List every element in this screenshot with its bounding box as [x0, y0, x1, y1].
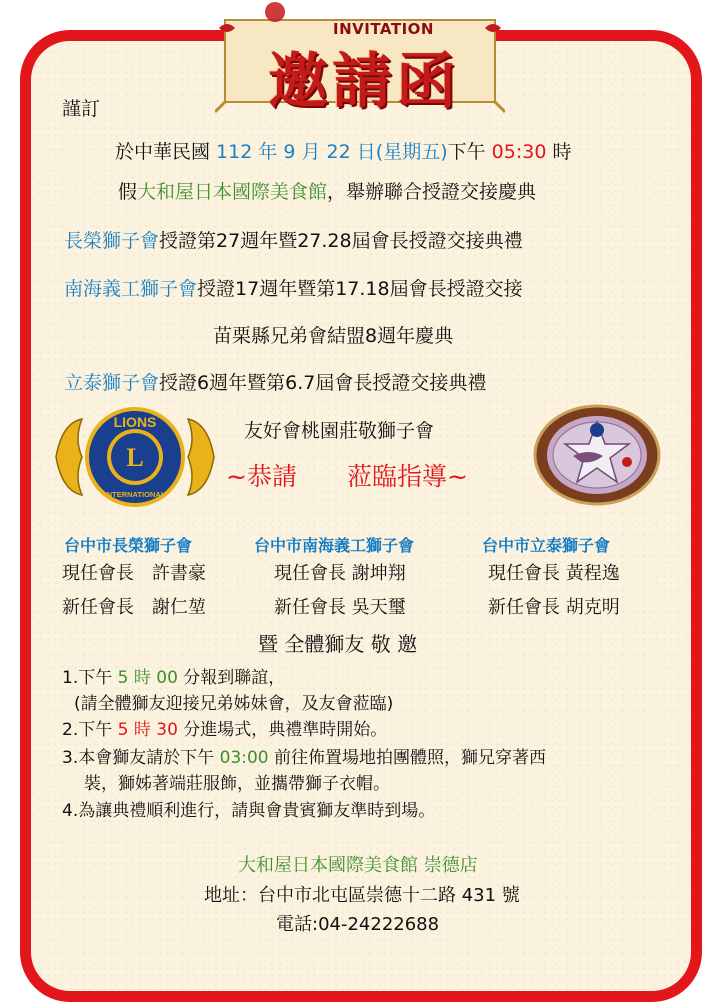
new-label: 新任會長 — [62, 597, 134, 618]
event-time: 05:30 — [491, 141, 547, 163]
new-president: 謝仁堃 — [152, 597, 206, 618]
club3-text: 授證6週年暨第6.7屆會長授證交接典禮 — [159, 372, 487, 394]
club2-name: 南海義工獅子會 — [64, 278, 198, 300]
venue-name: 大和屋日本國際美食館 — [137, 181, 328, 203]
host3-new — [488, 596, 620, 620]
footer-phone: 電話:04-24222688 — [276, 914, 440, 935]
current-president: 黃程逸 — [565, 563, 620, 584]
note-text: 3.本會獅友請於下午 — [62, 748, 220, 768]
venue-prefix: 假 — [118, 181, 138, 203]
title-banner — [215, 0, 505, 115]
friend-club: 友好會桃園莊敬獅子會 — [244, 420, 435, 442]
club3-name: 立泰獅子會 — [64, 372, 160, 394]
lions-letter: L — [126, 443, 144, 472]
new-president: 胡克明 — [565, 597, 620, 618]
note-text: 2.下午 — [62, 720, 118, 740]
note-time: 5 時 30 — [117, 720, 178, 740]
respectful-invitation: ~恭請 蒞臨指導~ — [226, 462, 468, 491]
note-text: 前往佈置場地拍團體照，獅兄穿著西 — [268, 748, 547, 768]
note-text: 1.下午 — [62, 668, 118, 688]
footer-venue: 大和屋日本國際美食館 崇德店 — [238, 855, 478, 876]
note-3 — [62, 746, 546, 770]
footer-address: 地址：台中市北屯區崇德十二路 431 號 — [204, 885, 520, 906]
current-label: 現任會長 — [62, 563, 134, 584]
host-club-1: 台中市長榮獅子會 — [64, 536, 193, 555]
host-club-2: 台中市南海義工獅子會 — [254, 536, 415, 555]
new-president: 吳天璽 — [351, 597, 406, 618]
host1-new — [62, 596, 206, 620]
lions-bottom-text: INTERNATIONAL — [104, 490, 166, 499]
new-label: 新任會長 — [274, 597, 346, 618]
note-time: 5 時 00 — [117, 668, 178, 688]
host2-current — [274, 562, 406, 586]
note-3-sub: 裝，獅姊著端莊服飾，並攜帶獅子衣帽。 — [84, 774, 390, 794]
banner-title: 邀請函 — [268, 47, 460, 117]
note-1-sub: (請全體獅友迎接兄弟姊妹會，及友會蒞臨) — [74, 694, 394, 714]
lions-international-logo — [52, 405, 218, 509]
note-1 — [62, 666, 285, 690]
note-2 — [62, 718, 387, 742]
note-text: 分進場式，典禮準時開始。 — [177, 720, 388, 740]
club3-line — [64, 371, 486, 395]
venue-line — [118, 180, 536, 204]
date-line — [115, 140, 571, 164]
current-label: 現任會長 — [274, 563, 346, 584]
date-mid: 下午 — [447, 141, 492, 163]
club-emblem-logo — [533, 404, 661, 506]
club1-text: 授證第27週年暨27.28屆會長授證交接典禮 — [159, 230, 523, 252]
alliance-line: 苗栗縣兄弟會結盟8週年慶典 — [213, 325, 454, 347]
invite-all: 暨 全體獅友 敬 邀 — [258, 632, 418, 656]
date-suffix: 時 — [546, 141, 572, 163]
greeting: 謹訂 — [62, 98, 101, 120]
host3-current — [488, 562, 620, 586]
club2-text: 授證17週年暨第17.18屆會長授證交接 — [197, 278, 523, 300]
lions-top-text: LIONS — [113, 414, 157, 430]
host2-new — [274, 596, 406, 620]
new-label: 新任會長 — [488, 597, 560, 618]
current-label: 現任會長 — [488, 563, 560, 584]
banner-subtitle: INVITATION — [333, 20, 434, 38]
club1-line — [64, 229, 523, 253]
venue-suffix: ，舉辦聯合授證交接慶典 — [327, 181, 537, 203]
note-4: 4.為讓典禮順利進行，請與會貴賓獅友準時到場。 — [62, 801, 436, 821]
date-prefix: 於中華民國 — [115, 141, 217, 163]
current-president: 謝坤翔 — [351, 563, 406, 584]
note-text: 分報到聯誼， — [177, 668, 286, 688]
current-president: 許書豪 — [152, 563, 206, 584]
club2-line — [64, 277, 523, 301]
club1-name: 長榮獅子會 — [64, 230, 160, 252]
host-club-3: 台中市立泰獅子會 — [482, 536, 611, 555]
event-date: 112 年 9 月 22 日(星期五) — [216, 141, 448, 163]
note-time: 03:00 — [219, 748, 269, 768]
host1-current — [62, 562, 206, 586]
